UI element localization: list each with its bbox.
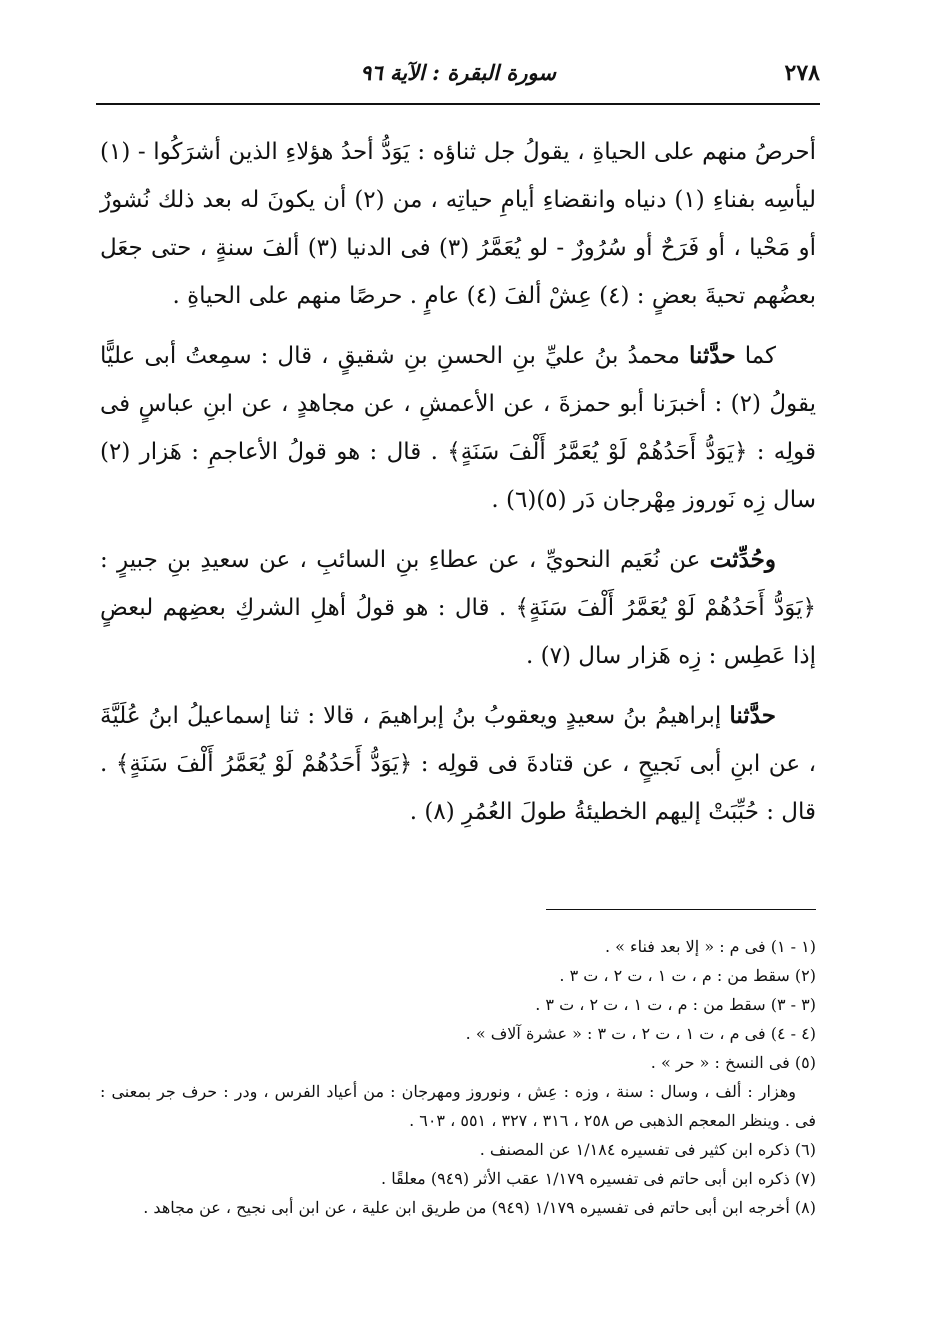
paragraph-4: [100, 692, 816, 836]
footnotes: [100, 932, 816, 1222]
footnote: (٤ - ٤) فى م ، ت ١ ، ت ٢ ، ت ٣ : « عشرة آلاف » .: [465, 1024, 816, 1043]
paragraph-text: عن نُعَيم النحويِّ ، عن عطاءِ بنِ السائبِ ، عن سعيدِ بنِ جبيرٍ : ﴿يَوَدُّ أَحَدُهُمْ لَوْ يُعَمَّرُ أَلْفَ سَنَةٍ﴾ . قال : هو قولُ أهلِ الشركِ بعضِهم لبعضٍ إذا عَطِس : زِه هَزار سال (٧) .: [100, 547, 816, 669]
page-header: [96, 52, 820, 100]
paragraph-text: محمدُ بنُ عليِّ بنِ الحسنِ بنِ شقيقٍ ، قال : سمِعتُ أبى عليًّا يقولُ (٢) : أخبرَنا أبو حمزةَ ، عن الأعمشِ ، عن مجاهدٍ ، عن ابنِ عباسٍ فى قولِه : ﴿يَوَدُّ أَحَدُهُمْ لَوْ يُعَمَّرُ أَلْفَ سَنَةٍ﴾ . قال : هو قولُ الأعاجمِ : هَزار (٢) سال زِه نَوروز مِهْرجان دَر (٥)(٦) .: [100, 343, 816, 513]
header-rule: [96, 103, 820, 105]
isnad-lead: حدَّثنا: [689, 342, 736, 369]
footnote: (٨) أخرجه ابن أبى حاتم فى تفسيره ١/١٧٩ (٩٤٩) من طريق ابن علية ، عن ابن أبى نجيح ، عن مجاهد .: [143, 1198, 816, 1217]
isnad-lead: وحُدِّثت: [709, 546, 776, 573]
running-title: سورة البقرة : الآية ٩٦: [360, 60, 556, 85]
footnote: (٥) فى النسخ : « حر » .: [650, 1053, 816, 1072]
isnad-lead: حدَّثنا: [729, 702, 776, 729]
paragraph-3: [100, 536, 816, 680]
paragraph-2: [100, 332, 816, 524]
footnote-gloss: وهزار : ألف ، وسال : سنة ، وزه : عِش ، ونوروز ومهرجان : من أعياد الفرس ، ودر : حرف جر بمعنى : فى . وينظر المعجم الذهبى ص ٢٥٨ ، ٣١٦ ، ٣٢٧ ، ٥٥١ ، ٦٠٣ .: [100, 1082, 816, 1130]
main-text: [100, 128, 816, 848]
footnote-separator: [546, 909, 816, 910]
footnote: (٧) ذكره ابن أبى حاتم فى تفسيره ١/١٧٩ عقب الأثر (٩٤٩) معلقًا .: [381, 1169, 816, 1188]
paragraph-prefix: كما: [735, 343, 776, 369]
footnote: (٢) سقط من : م ، ت ١ ، ت ٢ ، ت ٣ .: [559, 966, 816, 985]
footnote: (١ - ١) فى م : « إلا بعد فناء » .: [605, 937, 816, 956]
footnote: (٦) ذكره ابن كثير فى تفسيره ١/١٨٤ عن المصنف .: [479, 1140, 816, 1159]
footnote: (٣ - ٣) سقط من : م ، ت ١ ، ت ٢ ، ت ٣ .: [535, 995, 816, 1014]
page-number: ٢٧٨: [784, 60, 820, 86]
paragraph-text: إبراهيمُ بنُ سعيدٍ ويعقوبُ بنُ إبراهيمَ ، قالا : ثنا إسماعيلُ ابنُ عُلَيَّةَ ، عن ابنِ أبى نَجيحٍ ، عن قتادةَ فى قولِه : ﴿يَوَدُّ أَحَدُهُمْ لَوْ يُعَمَّرُ أَلْفَ سَنَةٍ﴾ . قال : حُبِّبَتْ إليهم الخطيئةُ طولَ العُمُرِ (٨) .: [100, 703, 816, 825]
paragraph-1: [100, 128, 816, 320]
paragraph-text: أحرصُ منهم على الحياةِ ، يقولُ جل ثناؤه : يَوَدُّ أحدُ هؤلاءِ الذين أشرَكُوا - (١) ليأسِه بفناءِ (١) دنياه وانقضاءِ أيامِ حياتِه ، من (٢) أن يكونَ له بعد ذلك نُشورٌ أو مَحْيا ، أو فَرَحٌ أو سُرُورٌ - لو يُعَمَّرُ (٣) فى الدنيا (٣) ألفَ سنةٍ ، حتى جعَل بعضُهم تحيةَ بعضٍ : (٤) عِشْ ألفَ (٤) عامٍ . حرصًا منهم على الحياةِ .: [100, 139, 816, 309]
